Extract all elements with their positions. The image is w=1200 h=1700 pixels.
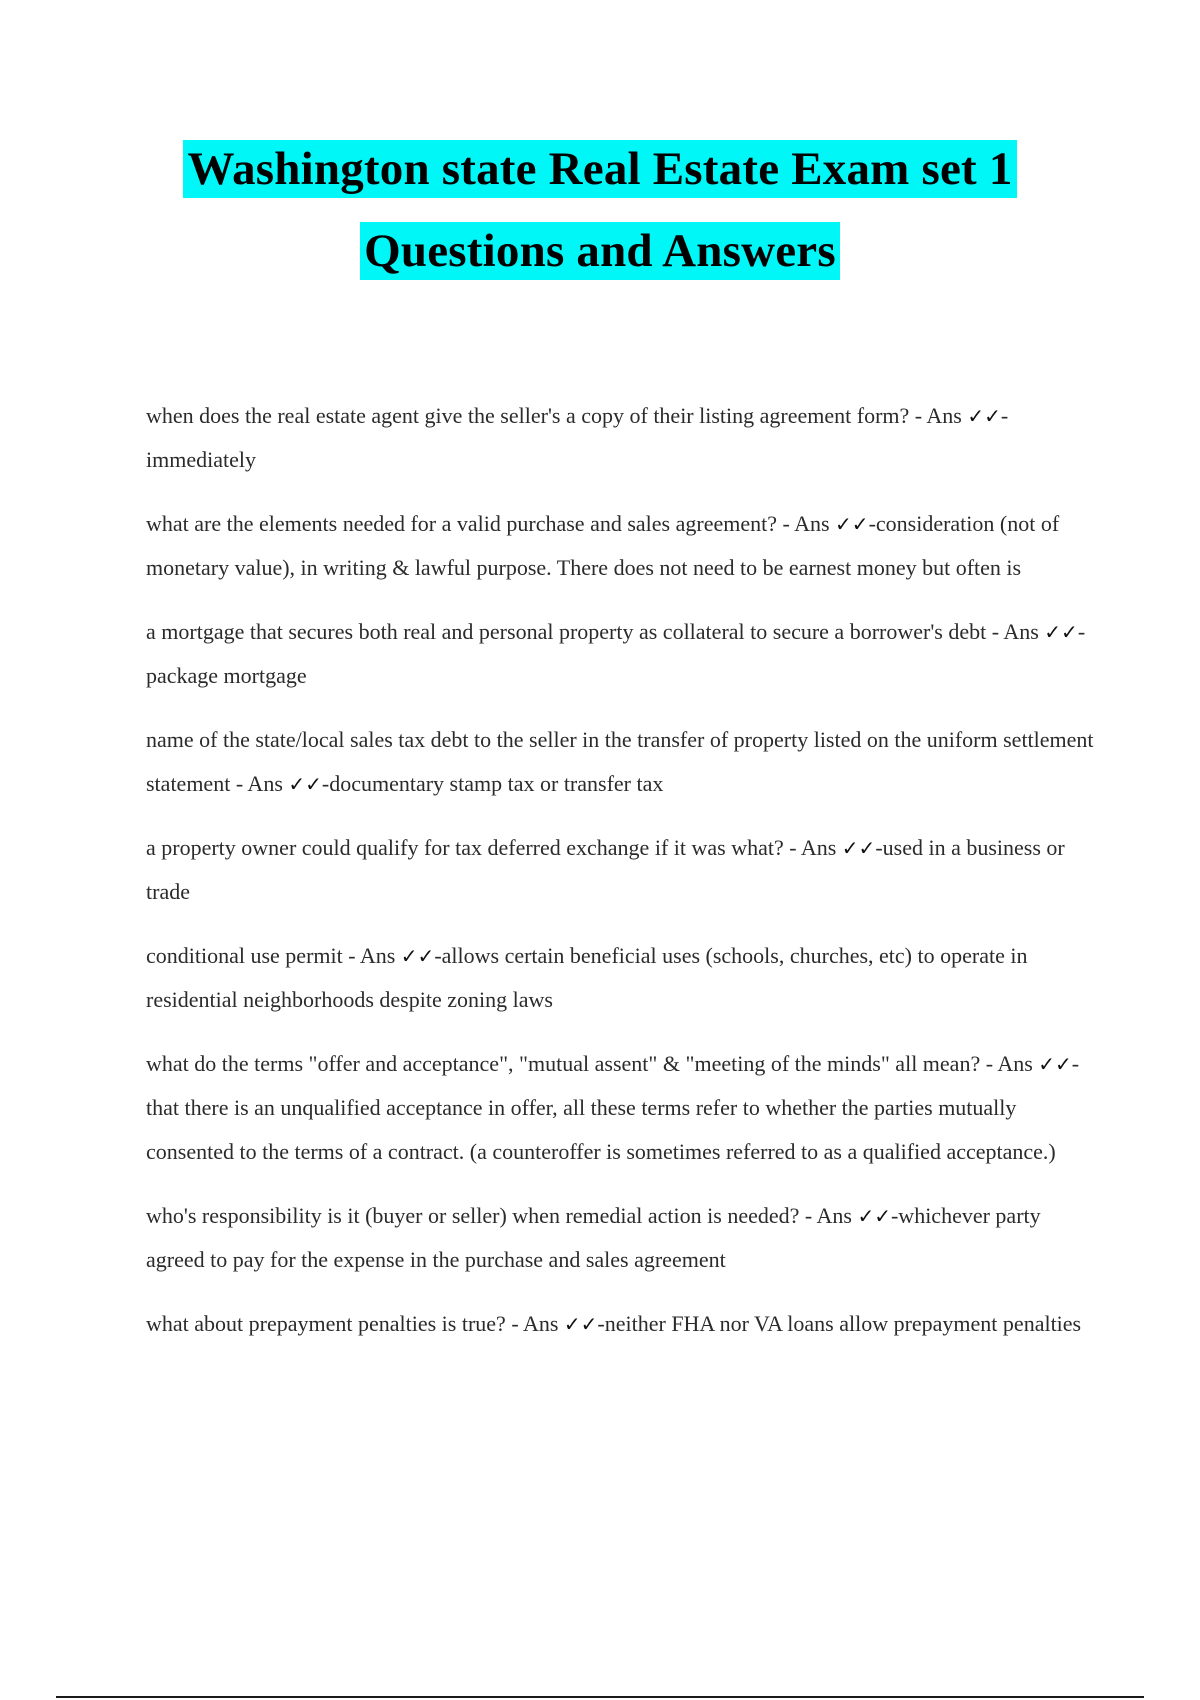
answer-separator: - Ans bbox=[505, 1311, 564, 1336]
check-mark-icon: ✓✓ bbox=[857, 1204, 891, 1228]
qa-item bbox=[146, 1042, 1094, 1174]
qa-item bbox=[146, 718, 1094, 806]
answer-separator: - Ans bbox=[986, 619, 1045, 644]
check-mark-icon: ✓✓ bbox=[1044, 620, 1078, 644]
answer-text: -that there is an unqualified acceptance in offer, all these terms refer to whether the parties mutually consented to the terms of a contract. (a counteroffer is sometimes referred to as a qualified acceptance.) bbox=[146, 1051, 1080, 1164]
answer-separator: - Ans bbox=[230, 771, 289, 796]
answer-text: -used in a business or trade bbox=[146, 835, 1065, 904]
answer-text: -allows certain beneficial uses (schools, churches, etc) to operate in residential neighborhoods despite zoning laws bbox=[146, 943, 1028, 1012]
qa-item bbox=[146, 1302, 1094, 1346]
qa-item bbox=[146, 502, 1094, 590]
answer-separator: - Ans bbox=[342, 943, 401, 968]
qa-list bbox=[146, 394, 1094, 1366]
check-mark-icon: ✓✓ bbox=[841, 836, 876, 860]
question-text: what are the elements needed for a valid purchase and sales agreement? bbox=[146, 511, 777, 536]
answer-text: -documentary stamp tax or transfer tax bbox=[321, 771, 664, 796]
question-text: who's responsibility is it (buyer or seller) when remedial action is needed? bbox=[146, 1203, 800, 1228]
question-text: a property owner could qualify for tax deferred exchange if it was what? bbox=[146, 835, 784, 860]
qa-item bbox=[146, 826, 1094, 914]
answer-separator: - Ans bbox=[783, 835, 842, 860]
question-text: what do the terms "offer and acceptance", "mutual assent" & "meeting of the minds" all mean? bbox=[146, 1051, 981, 1076]
document-title bbox=[0, 140, 1200, 280]
question-text: what about prepayment penalties is true? bbox=[146, 1311, 506, 1336]
check-mark-icon: ✓✓ bbox=[1038, 1052, 1072, 1076]
question-text: name of the state/local sales tax debt to the seller in the transfer of property listed on the uniform settlement statement bbox=[146, 727, 1094, 796]
answer-text: -immediately bbox=[146, 403, 1009, 472]
title-line-2: Questions and Answers bbox=[360, 222, 840, 280]
answer-separator: - Ans bbox=[799, 1203, 858, 1228]
answer-text: -package mortgage bbox=[146, 619, 1086, 688]
answer-separator: - Ans bbox=[980, 1051, 1039, 1076]
check-mark-icon: ✓✓ bbox=[835, 512, 869, 536]
check-mark-icon: ✓✓ bbox=[288, 772, 322, 796]
qa-item bbox=[146, 934, 1094, 1022]
check-mark-icon: ✓✓ bbox=[967, 404, 1001, 428]
question-text: a mortgage that secures both real and personal property as collateral to secure a borrower's debt bbox=[146, 619, 987, 644]
question-text: conditional use permit bbox=[146, 943, 343, 968]
answer-text: -whichever party agreed to pay for the expense in the purchase and sales agreement bbox=[146, 1203, 1041, 1272]
qa-item bbox=[146, 610, 1094, 698]
qa-item bbox=[146, 1194, 1094, 1282]
check-mark-icon: ✓✓ bbox=[563, 1312, 598, 1336]
title-line-1: Washington state Real Estate Exam set 1 bbox=[183, 140, 1016, 198]
check-mark-icon: ✓✓ bbox=[400, 944, 435, 968]
page-bottom-rule bbox=[56, 1696, 1144, 1698]
answer-separator: - Ans bbox=[776, 511, 836, 536]
answer-text: -neither FHA nor VA loans allow prepayment penalties bbox=[597, 1311, 1082, 1336]
answer-text: -consideration (not of monetary value), in writing & lawful purpose. There does not need to be earnest money but often is bbox=[146, 511, 1060, 580]
answer-separator: - Ans bbox=[909, 403, 968, 428]
qa-item bbox=[146, 394, 1094, 482]
question-text: when does the real estate agent give the seller's a copy of their listing agreement form? bbox=[146, 403, 910, 428]
